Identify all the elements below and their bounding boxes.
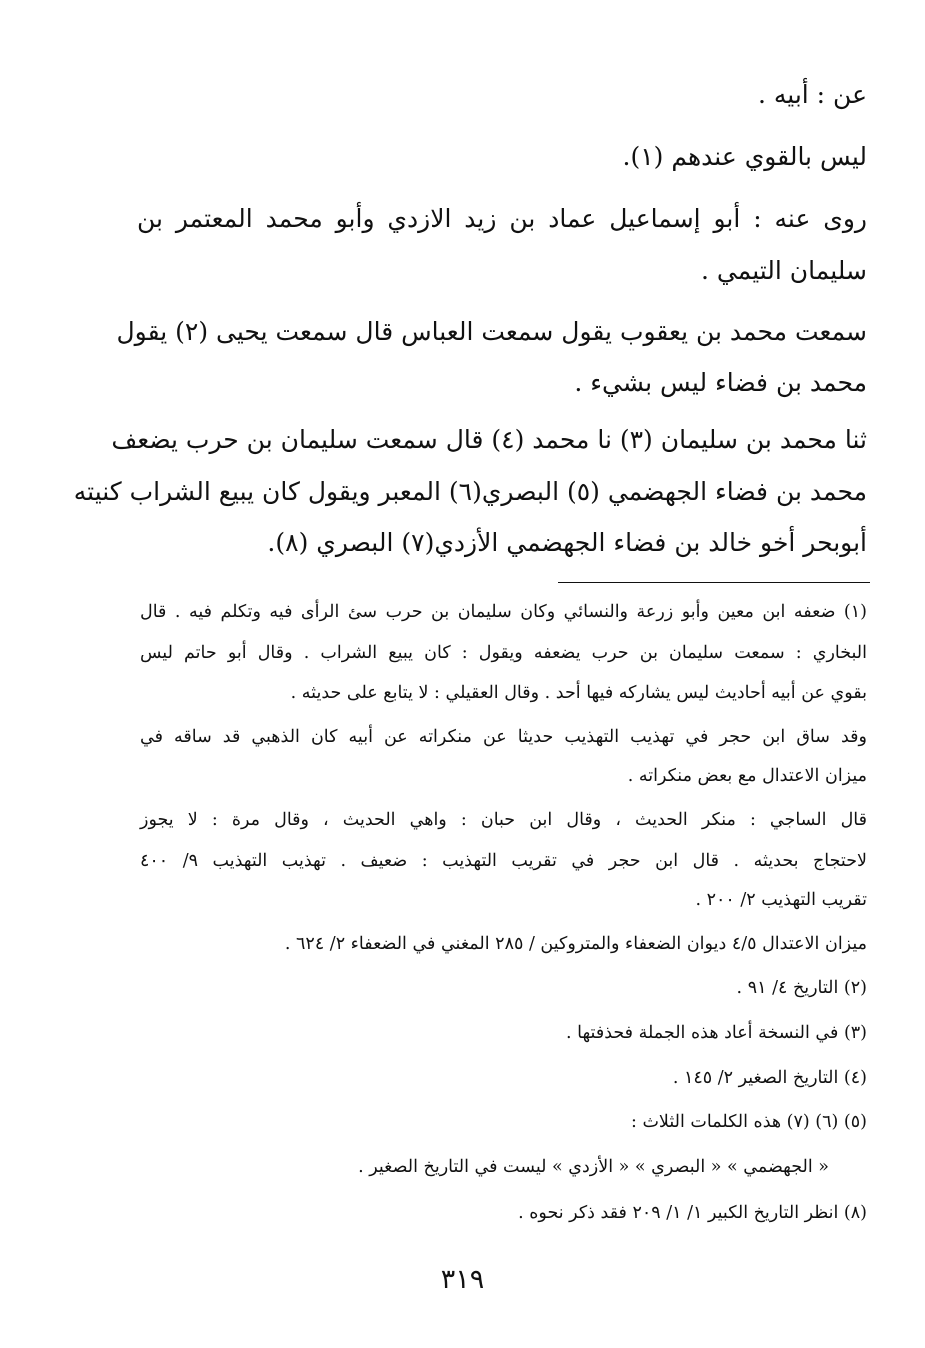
footnote-line-9: ميزان الاعتدال ٤/٥ ديوان الضعفاء والمتروكين / ٢٨٥ المغني في الضعفاء ٢/ ٦٢٤ . bbox=[284, 934, 867, 954]
footnote-line-4: وقد ساق ابن حجر في تهذيب التهذيب حديثا عن منكراته عن أبيه كان الذهبي قد ساقه في bbox=[140, 727, 867, 747]
footnote-line-13: (٥) (٦) (٧) هذه الكلمات الثلاث : bbox=[630, 1112, 867, 1132]
footnote-line-6: قال الساجي : منكر الحديث ، وقال ابن حبان : واهي الحديث ، وقال مرة : لا يجوز bbox=[140, 810, 867, 830]
footnote-line-15: (٨) انظر التاريخ الكبير ١/ ١/ ٢٠٩ فقد ذكر نحوه . bbox=[518, 1203, 867, 1223]
footnote-line-2: البخاري : سمعت سليمان بن حرب يضعفه ويقول : كان يبيع الشراب . وقال أبو حاتم ليس bbox=[140, 643, 867, 663]
footnote-line-11: (٣) في النسخة أعاد هذه الجملة فحذفتها . bbox=[566, 1023, 867, 1043]
body-line-6: محمد بن فضاء ليس بشيء . bbox=[574, 368, 867, 397]
body-line-8: محمد بن فضاء الجهضمي (٥) البصري(٦) المعبر ويقول كان يبيع الشراب كنيته bbox=[73, 477, 867, 506]
footnote-line-10: (٢) التاريخ ٤/ ٩١ . bbox=[736, 978, 867, 998]
body-line-4: سليمان التيمي . bbox=[701, 256, 867, 285]
footnote-line-5: ميزان الاعتدال مع بعض منكراته . bbox=[627, 766, 867, 786]
body-line-7: ثنا محمد بن سليمان (٣) نا محمد (٤) قال سمعت سليمان بن حرب يضعف bbox=[111, 425, 867, 454]
body-line-5: سمعت محمد بن يعقوب يقول سمعت العباس قال سمعت يحيى (٢) يقول bbox=[116, 317, 867, 346]
body-line-1: عن : أبيه . bbox=[757, 80, 867, 109]
footnote-line-1: (١) ضعفه ابن معين وأبو زرعة والنسائي وكان سليمان بن حرب سئ الرأى فيه وتكلم فيه . قال bbox=[140, 602, 867, 622]
body-line-3: روى عنه : أبو إسماعيل عماد بن زيد الازدي وأبو محمد المعتمر بن bbox=[137, 204, 867, 233]
footnote-line-8: تقريب التهذيب ٢/ ٢٠٠ . bbox=[695, 890, 867, 910]
page-number: ٣١٩ bbox=[440, 1264, 485, 1295]
footnote-line-12: (٤) التاريخ الصغير ٢/ ١٤٥ . bbox=[672, 1068, 867, 1088]
footnote-line-3: بقوي عن أبيه أحاديث ليس يشاركه فيها أحد . وقال العقيلي : لا يتابع على حديثه . bbox=[290, 683, 867, 703]
footnote-line-7: لاحتجاج بحديثه . قال ابن حجر في تقريب التهذيب : ضعيف . تهذيب التهذيب ٩/ ٤٠٠ bbox=[140, 851, 867, 871]
footnote-divider bbox=[558, 582, 870, 583]
body-line-9: أبوبحر أخو خالد بن فضاء الجهضمي الأزدي(٧) البصري (٨). bbox=[267, 528, 867, 557]
footnote-line-14: « الجهضمي » « البصري » « الأزدي » ليست في التاريخ الصغير . bbox=[358, 1157, 829, 1177]
body-line-2: ليس بالقوي عندهم (١). bbox=[622, 142, 867, 171]
